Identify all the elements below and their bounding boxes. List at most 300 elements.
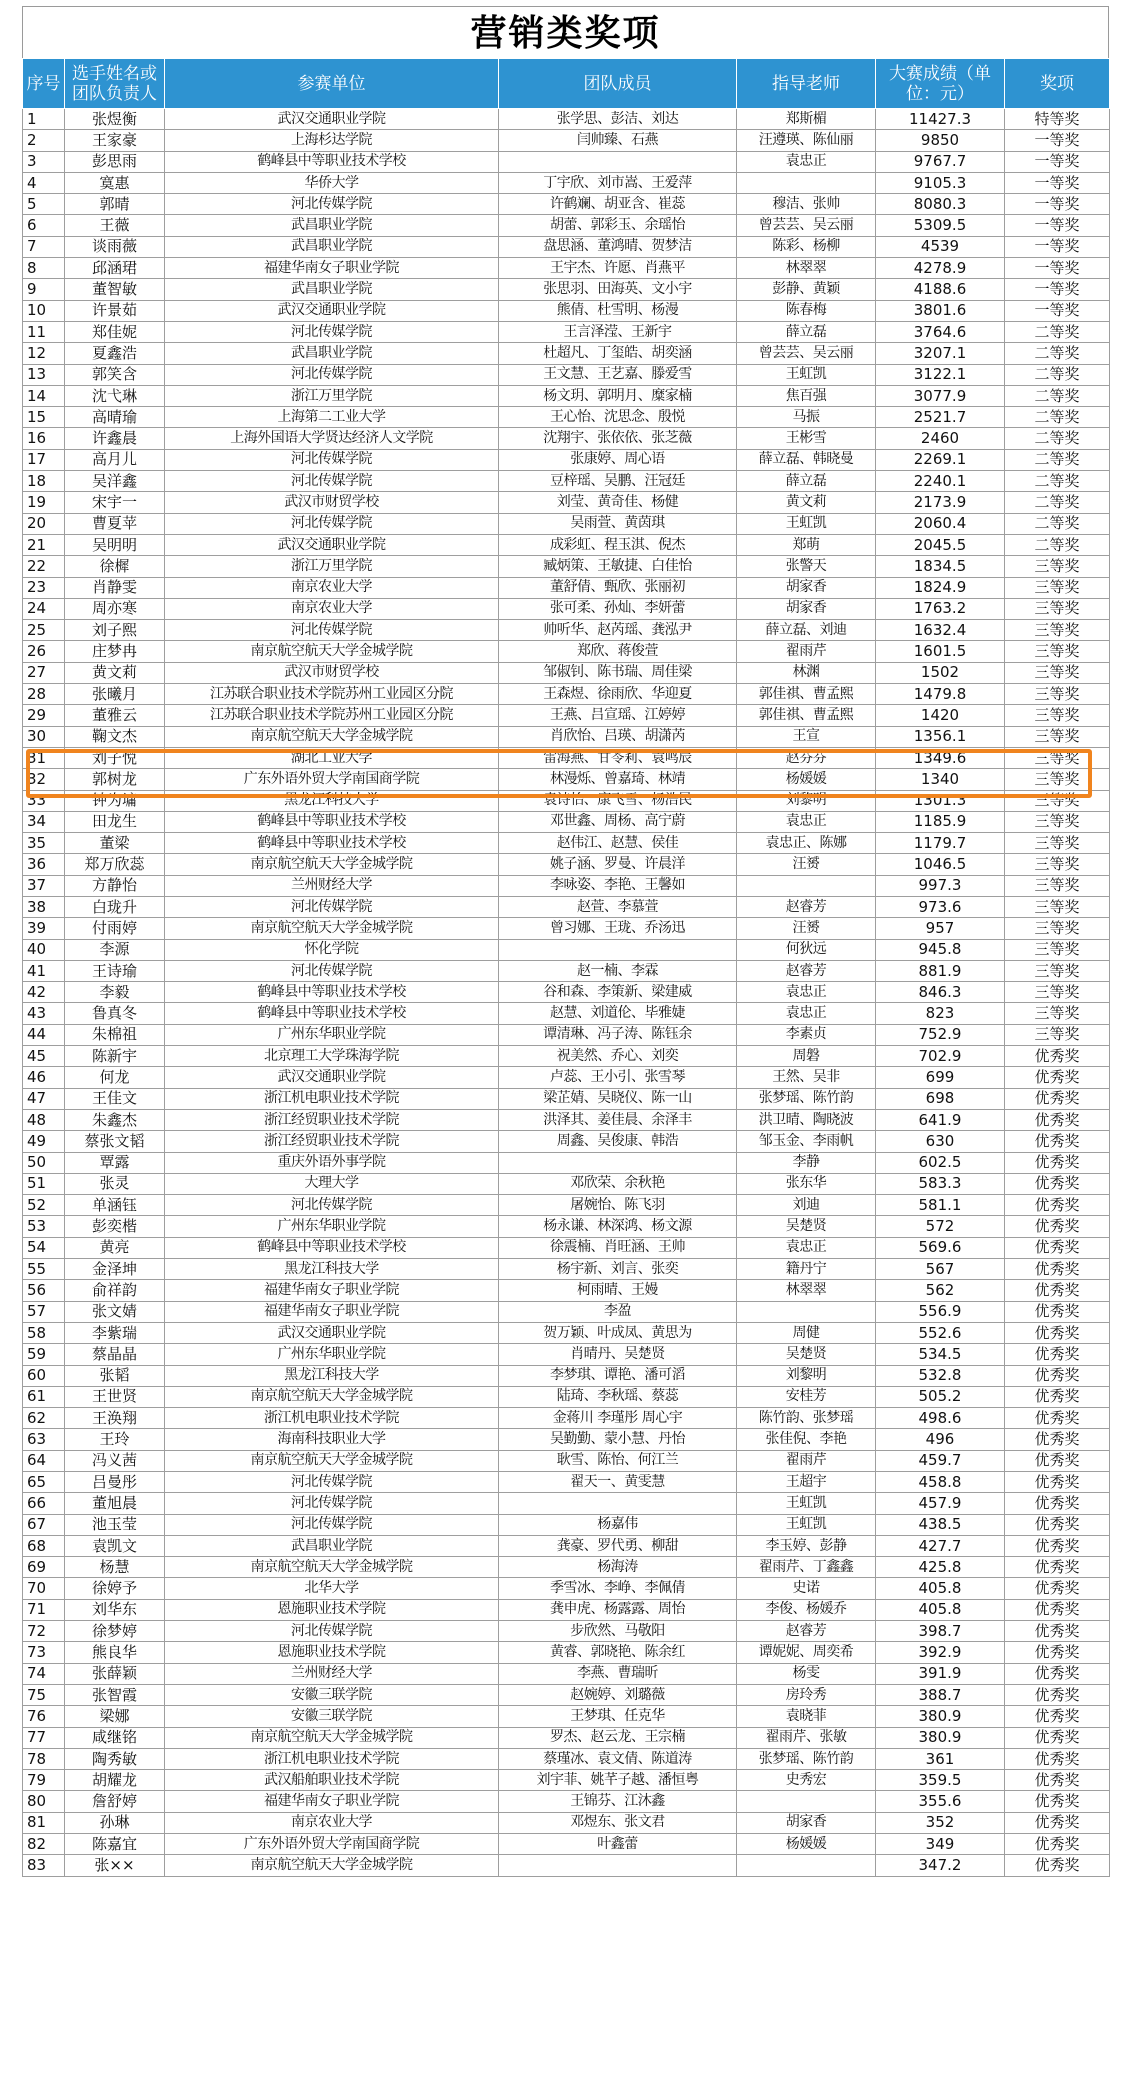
cell-seq: 19 <box>23 492 65 513</box>
cell-award: 三等奖 <box>1005 726 1110 747</box>
table-row <box>23 1642 1110 1663</box>
table-row <box>23 194 1110 215</box>
cell-tutor: 袁忠正 <box>737 811 876 832</box>
cell-seq: 6 <box>23 215 65 236</box>
cell-seq: 82 <box>23 1834 65 1855</box>
cell-award: 优秀奖 <box>1005 1535 1110 1556</box>
cell-seq: 2 <box>23 130 65 151</box>
cell-score: 2460 <box>876 428 1005 449</box>
cell-unit: 武昌职业学院 <box>165 343 499 364</box>
cell-score: 457.9 <box>876 1493 1005 1514</box>
cell-score: 352 <box>876 1812 1005 1833</box>
cell-leader: 吴洋鑫 <box>65 471 165 492</box>
cell-score: 496 <box>876 1429 1005 1450</box>
cell-seq: 15 <box>23 407 65 428</box>
cell-tutor: 汪赟 <box>737 918 876 939</box>
cell-score: 3207.1 <box>876 343 1005 364</box>
table-row <box>23 1812 1110 1833</box>
cell-tutor: 王彬雪 <box>737 428 876 449</box>
cell-score: 552.6 <box>876 1322 1005 1343</box>
cell-seq: 52 <box>23 1195 65 1216</box>
cell-tutor: 赵睿芳 <box>737 896 876 917</box>
cell-score: 641.9 <box>876 1109 1005 1130</box>
cell-seq: 40 <box>23 939 65 960</box>
table-row <box>23 1472 1110 1493</box>
cell-leader: 鞠文杰 <box>65 726 165 747</box>
cell-unit: 广东外语外贸大学南国商学院 <box>165 769 499 790</box>
cell-leader: 付雨婷 <box>65 918 165 939</box>
cell-unit: 南京航空航天大学金城学院 <box>165 854 499 875</box>
cell-leader: 王薇 <box>65 215 165 236</box>
cell-leader: 徐婷予 <box>65 1578 165 1599</box>
cell-score: 602.5 <box>876 1152 1005 1173</box>
cell-team: 王梦琪、任克华 <box>499 1706 737 1727</box>
cell-leader: 夏鑫浩 <box>65 343 165 364</box>
cell-tutor: 刘迪 <box>737 1195 876 1216</box>
cell-score: 9105.3 <box>876 172 1005 193</box>
cell-score: 699 <box>876 1067 1005 1088</box>
cell-leader: 彭奕楷 <box>65 1216 165 1237</box>
cell-seq: 58 <box>23 1322 65 1343</box>
cell-award: 三等奖 <box>1005 577 1110 598</box>
cell-award: 优秀奖 <box>1005 1386 1110 1407</box>
cell-team: 翟天一、黄雯慧 <box>499 1472 737 1493</box>
cell-unit: 河北传媒学院 <box>165 1195 499 1216</box>
cell-team: 杨文玥、郭明月、糜家楠 <box>499 385 737 406</box>
cell-seq: 18 <box>23 471 65 492</box>
cell-leader: 朱棉祖 <box>65 1024 165 1045</box>
table-row <box>23 1280 1110 1301</box>
table-row <box>23 1067 1110 1088</box>
cell-unit: 河北传媒学院 <box>165 1621 499 1642</box>
cell-leader: 宋宇一 <box>65 492 165 513</box>
cell-leader: 梁娜 <box>65 1706 165 1727</box>
cell-unit: 河北传媒学院 <box>165 1493 499 1514</box>
table-row <box>23 1131 1110 1152</box>
cell-team: 盘思涵、董鸿晴、贺梦洁 <box>499 236 737 257</box>
cell-team: 耿雪、陈怡、何江兰 <box>499 1450 737 1471</box>
cell-seq: 39 <box>23 918 65 939</box>
cell-unit: 福建华南女子职业学院 <box>165 258 499 279</box>
cell-leader: 谈雨薇 <box>65 236 165 257</box>
header-team: 团队成员 <box>499 59 737 109</box>
table-row <box>23 1408 1110 1429</box>
cell-unit: 南京农业大学 <box>165 598 499 619</box>
cell-team: 李燕、曹瑞昕 <box>499 1663 737 1684</box>
cell-award: 优秀奖 <box>1005 1472 1110 1493</box>
cell-award: 三等奖 <box>1005 896 1110 917</box>
cell-award: 三等奖 <box>1005 833 1110 854</box>
header-seq: 序号 <box>23 59 65 109</box>
cell-team: 步欣然、马敬阳 <box>499 1621 737 1642</box>
cell-score: 4278.9 <box>876 258 1005 279</box>
cell-team: 王文慧、王艺嘉、滕爱雪 <box>499 364 737 385</box>
cell-leader: 王家豪 <box>65 130 165 151</box>
cell-unit: 华侨大学 <box>165 172 499 193</box>
cell-team: 吴勤勤、蒙小慧、丹怡 <box>499 1429 737 1450</box>
table-row <box>23 641 1110 662</box>
cell-score: 1502 <box>876 662 1005 683</box>
cell-tutor: 李玉婷、彭静 <box>737 1535 876 1556</box>
cell-score: 3077.9 <box>876 385 1005 406</box>
cell-team: 周鑫、吴俊康、韩浩 <box>499 1131 737 1152</box>
cell-seq: 1 <box>23 109 65 130</box>
cell-score: 1601.5 <box>876 641 1005 662</box>
cell-seq: 26 <box>23 641 65 662</box>
cell-score: 392.9 <box>876 1642 1005 1663</box>
cell-award: 三等奖 <box>1005 875 1110 896</box>
cell-unit: 武汉交通职业学院 <box>165 109 499 130</box>
cell-tutor: 籍丹宁 <box>737 1259 876 1280</box>
cell-award: 优秀奖 <box>1005 1748 1110 1769</box>
cell-seq: 23 <box>23 577 65 598</box>
cell-team: 林漫烁、曾嘉琦、林靖 <box>499 769 737 790</box>
cell-leader: 董旭晨 <box>65 1493 165 1514</box>
cell-score: 380.9 <box>876 1727 1005 1748</box>
cell-tutor: 彭静、黄颖 <box>737 279 876 300</box>
cell-leader: 金泽坤 <box>65 1259 165 1280</box>
table-row <box>23 1834 1110 1855</box>
cell-team: 曾习娜、王珑、乔汤迅 <box>499 918 737 939</box>
cell-seq: 73 <box>23 1642 65 1663</box>
cell-tutor: 谭妮妮、周奕希 <box>737 1642 876 1663</box>
cell-tutor: 翟雨芹、张敏 <box>737 1727 876 1748</box>
cell-seq: 3 <box>23 151 65 172</box>
cell-unit: 河北传媒学院 <box>165 364 499 385</box>
cell-team <box>499 1855 737 1876</box>
bottom-fade <box>0 2081 1135 2093</box>
cell-award: 优秀奖 <box>1005 1642 1110 1663</box>
table-row <box>23 1344 1110 1365</box>
cell-award: 优秀奖 <box>1005 1557 1110 1578</box>
cell-seq: 8 <box>23 258 65 279</box>
cell-unit: 广州东华职业学院 <box>165 1024 499 1045</box>
cell-unit: 武汉交通职业学院 <box>165 300 499 321</box>
cell-tutor: 林翠翠 <box>737 1280 876 1301</box>
cell-award: 优秀奖 <box>1005 1727 1110 1748</box>
cell-team: 臧炳策、王敏捷、白佳怡 <box>499 556 737 577</box>
table-row <box>23 1088 1110 1109</box>
cell-seq: 22 <box>23 556 65 577</box>
cell-unit: 福建华南女子职业学院 <box>165 1280 499 1301</box>
cell-award: 三等奖 <box>1005 854 1110 875</box>
cell-award: 二等奖 <box>1005 364 1110 385</box>
cell-unit: 恩施职业技术学院 <box>165 1642 499 1663</box>
cell-score: 1632.4 <box>876 620 1005 641</box>
cell-seq: 20 <box>23 513 65 534</box>
cell-score: 427.7 <box>876 1535 1005 1556</box>
table-row <box>23 109 1110 130</box>
cell-award: 优秀奖 <box>1005 1855 1110 1876</box>
cell-leader: 刘子悦 <box>65 747 165 768</box>
cell-score: 562 <box>876 1280 1005 1301</box>
cell-seq: 25 <box>23 620 65 641</box>
cell-score: 3801.6 <box>876 300 1005 321</box>
cell-team: 刘莹、黄奇佳、杨健 <box>499 492 737 513</box>
cell-score: 498.6 <box>876 1408 1005 1429</box>
cell-score: 9767.7 <box>876 151 1005 172</box>
cell-score: 581.1 <box>876 1195 1005 1216</box>
table-row <box>23 1706 1110 1727</box>
cell-leader: 覃露 <box>65 1152 165 1173</box>
cell-team: 郑欣、蒋俊萱 <box>499 641 737 662</box>
cell-tutor: 安桂芳 <box>737 1386 876 1407</box>
cell-score: 1420 <box>876 705 1005 726</box>
cell-team: 雷海燕、甘苓莉、袁鸣辰 <box>499 747 737 768</box>
cell-seq: 81 <box>23 1812 65 1833</box>
cell-seq: 61 <box>23 1386 65 1407</box>
cell-score: 355.6 <box>876 1791 1005 1812</box>
cell-unit: 上海外国语大学贤达经济人文学院 <box>165 428 499 449</box>
cell-unit: 广州东华职业学院 <box>165 1344 499 1365</box>
cell-leader: 俞祥韵 <box>65 1280 165 1301</box>
cell-team: 赵萱、李慕萱 <box>499 896 737 917</box>
cell-award: 优秀奖 <box>1005 1365 1110 1386</box>
cell-unit: 南京航空航天大学金城学院 <box>165 918 499 939</box>
cell-score: 361 <box>876 1748 1005 1769</box>
cell-team: 沈翔宇、张依依、张芝薇 <box>499 428 737 449</box>
cell-award: 三等奖 <box>1005 598 1110 619</box>
cell-leader: 王佳文 <box>65 1088 165 1109</box>
cell-award: 优秀奖 <box>1005 1259 1110 1280</box>
cell-leader: 何龙 <box>65 1067 165 1088</box>
cell-leader: 田龙生 <box>65 811 165 832</box>
table-row <box>23 1514 1110 1535</box>
cell-leader: 白珑升 <box>65 896 165 917</box>
cell-unit: 鹤峰县中等职业技术学校 <box>165 982 499 1003</box>
cell-award: 三等奖 <box>1005 556 1110 577</box>
cell-tutor <box>737 1791 876 1812</box>
cell-award: 优秀奖 <box>1005 1322 1110 1343</box>
table-row <box>23 1748 1110 1769</box>
cell-tutor: 郭佳祺、曹孟熙 <box>737 705 876 726</box>
table-row <box>23 1003 1110 1024</box>
cell-seq: 78 <box>23 1748 65 1769</box>
cell-seq: 28 <box>23 684 65 705</box>
cell-team: 徐震楠、肖旺涵、王帅 <box>499 1237 737 1258</box>
cell-unit: 上海杉达学院 <box>165 130 499 151</box>
cell-leader: 张曦月 <box>65 684 165 705</box>
cell-seq: 45 <box>23 1046 65 1067</box>
cell-award: 三等奖 <box>1005 939 1110 960</box>
cell-team: 王锦芬、江沐鑫 <box>499 1791 737 1812</box>
cell-tutor: 王然、吴非 <box>737 1067 876 1088</box>
cell-seq: 9 <box>23 279 65 300</box>
cell-score: 398.7 <box>876 1621 1005 1642</box>
cell-team: 王燕、吕宣瑶、江婷婷 <box>499 705 737 726</box>
cell-award: 三等奖 <box>1005 918 1110 939</box>
cell-tutor: 李俊、杨媛乔 <box>737 1599 876 1620</box>
cell-unit: 兰州财经大学 <box>165 875 499 896</box>
cell-tutor: 洪卫晴、陶晓波 <box>737 1109 876 1130</box>
table-row <box>23 236 1110 257</box>
table-row <box>23 769 1110 790</box>
cell-unit: 浙江经贸职业技术学院 <box>165 1131 499 1152</box>
table-row <box>23 1259 1110 1280</box>
cell-leader: 郑佳妮 <box>65 321 165 342</box>
cell-score: 380.9 <box>876 1706 1005 1727</box>
cell-leader: 吕曼彤 <box>65 1472 165 1493</box>
cell-tutor: 王虹凯 <box>737 513 876 534</box>
cell-score: 347.2 <box>876 1855 1005 1876</box>
cell-score: 2060.4 <box>876 513 1005 534</box>
cell-score: 505.2 <box>876 1386 1005 1407</box>
cell-unit: 河北传媒学院 <box>165 620 499 641</box>
cell-tutor: 郑萌 <box>737 534 876 555</box>
table-row <box>23 577 1110 598</box>
cell-leader: 王诗瑜 <box>65 960 165 981</box>
cell-seq: 74 <box>23 1663 65 1684</box>
cell-tutor: 林翠翠 <box>737 258 876 279</box>
cell-seq: 60 <box>23 1365 65 1386</box>
cell-award: 特等奖 <box>1005 109 1110 130</box>
table-row <box>23 1770 1110 1791</box>
cell-team <box>499 939 737 960</box>
cell-team: 张康婷、周心语 <box>499 449 737 470</box>
cell-unit: 武昌职业学院 <box>165 1535 499 1556</box>
table-row <box>23 1621 1110 1642</box>
cell-seq: 10 <box>23 300 65 321</box>
cell-tutor: 薛立磊、刘迪 <box>737 620 876 641</box>
cell-leader: 王涣翔 <box>65 1408 165 1429</box>
cell-tutor: 张东华 <box>737 1173 876 1194</box>
cell-tutor <box>737 1855 876 1876</box>
cell-score: 881.9 <box>876 960 1005 981</box>
cell-score: 388.7 <box>876 1684 1005 1705</box>
cell-score: 846.3 <box>876 982 1005 1003</box>
table-row <box>23 492 1110 513</box>
cell-unit: 武昌职业学院 <box>165 215 499 236</box>
cell-seq: 16 <box>23 428 65 449</box>
cell-tutor <box>737 1301 876 1322</box>
cell-tutor: 薛立磊 <box>737 321 876 342</box>
cell-seq: 13 <box>23 364 65 385</box>
cell-tutor: 焦百强 <box>737 385 876 406</box>
cell-tutor: 史诺 <box>737 1578 876 1599</box>
cell-seq: 76 <box>23 1706 65 1727</box>
cell-award: 优秀奖 <box>1005 1237 1110 1258</box>
cell-tutor: 陈彩、杨柳 <box>737 236 876 257</box>
cell-award: 二等奖 <box>1005 321 1110 342</box>
cell-tutor: 杨媛媛 <box>737 1834 876 1855</box>
cell-score: 438.5 <box>876 1514 1005 1535</box>
cell-leader: 肖静雯 <box>65 577 165 598</box>
cell-seq: 54 <box>23 1237 65 1258</box>
cell-leader: 许景茹 <box>65 300 165 321</box>
cell-tutor: 吴楚贤 <box>737 1344 876 1365</box>
table-row <box>23 939 1110 960</box>
cell-unit: 江苏联合职业技术学院苏州工业园区分院 <box>165 705 499 726</box>
table-row <box>23 1791 1110 1812</box>
cell-tutor: 王虹凯 <box>737 1514 876 1535</box>
cell-unit: 北华大学 <box>165 1578 499 1599</box>
table-row <box>23 534 1110 555</box>
cell-leader: 孙琳 <box>65 1812 165 1833</box>
cell-leader: 王世贤 <box>65 1386 165 1407</box>
cell-team: 丁宇欣、刘市嵩、王爱萍 <box>499 172 737 193</box>
cell-unit: 浙江机电职业技术学院 <box>165 1408 499 1429</box>
cell-award: 优秀奖 <box>1005 1301 1110 1322</box>
table-row <box>23 1173 1110 1194</box>
cell-unit: 河北传媒学院 <box>165 449 499 470</box>
cell-leader: 董雅云 <box>65 705 165 726</box>
cell-score: 3122.1 <box>876 364 1005 385</box>
table-row <box>23 705 1110 726</box>
cell-seq: 36 <box>23 854 65 875</box>
cell-award: 优秀奖 <box>1005 1408 1110 1429</box>
cell-seq: 53 <box>23 1216 65 1237</box>
cell-team: 龚申虎、杨露露、周怡 <box>499 1599 737 1620</box>
cell-leader: 朱鑫杰 <box>65 1109 165 1130</box>
cell-score: 391.9 <box>876 1663 1005 1684</box>
cell-award: 二等奖 <box>1005 449 1110 470</box>
cell-unit: 河北传媒学院 <box>165 1472 499 1493</box>
cell-unit: 河北传媒学院 <box>165 194 499 215</box>
page-title: 营销类奖项 <box>22 6 1109 58</box>
cell-seq: 46 <box>23 1067 65 1088</box>
cell-award: 二等奖 <box>1005 428 1110 449</box>
cell-unit: 北京理工大学珠海学院 <box>165 1046 499 1067</box>
cell-leader: 郑万欣蕊 <box>65 854 165 875</box>
cell-seq: 49 <box>23 1131 65 1152</box>
table-row <box>23 662 1110 683</box>
cell-unit: 鹤峰县中等职业技术学校 <box>165 151 499 172</box>
cell-tutor: 王虹凯 <box>737 364 876 385</box>
cell-tutor: 吴楚贤 <box>737 1216 876 1237</box>
cell-leader: 陈嘉宜 <box>65 1834 165 1855</box>
table-body <box>23 109 1110 1877</box>
cell-award: 二等奖 <box>1005 385 1110 406</box>
cell-tutor: 袁忠正 <box>737 1003 876 1024</box>
table-row <box>23 790 1110 811</box>
cell-tutor: 王超宇 <box>737 1472 876 1493</box>
cell-score: 458.8 <box>876 1472 1005 1493</box>
cell-score: 405.8 <box>876 1599 1005 1620</box>
cell-seq: 56 <box>23 1280 65 1301</box>
cell-team: 杨嘉伟 <box>499 1514 737 1535</box>
cell-unit: 浙江经贸职业技术学院 <box>165 1109 499 1130</box>
cell-leader: 彭思雨 <box>65 151 165 172</box>
cell-award: 优秀奖 <box>1005 1067 1110 1088</box>
cell-seq: 64 <box>23 1450 65 1471</box>
cell-unit: 武汉交通职业学院 <box>165 1322 499 1343</box>
cell-team: 谷和森、李策新、梁建威 <box>499 982 737 1003</box>
table-row <box>23 684 1110 705</box>
cell-score: 569.6 <box>876 1237 1005 1258</box>
cell-award: 优秀奖 <box>1005 1280 1110 1301</box>
cell-leader: 方静怡 <box>65 875 165 896</box>
cell-tutor: 汪遵瑛、陈仙丽 <box>737 130 876 151</box>
cell-unit: 南京航空航天大学金城学院 <box>165 1557 499 1578</box>
cell-tutor: 杨雯 <box>737 1663 876 1684</box>
cell-unit: 大理大学 <box>165 1173 499 1194</box>
cell-unit: 武汉船舶职业技术学院 <box>165 1770 499 1791</box>
table-row <box>23 258 1110 279</box>
cell-award: 三等奖 <box>1005 620 1110 641</box>
cell-seq: 30 <box>23 726 65 747</box>
cell-score: 1301.3 <box>876 790 1005 811</box>
cell-leader: 张灵 <box>65 1173 165 1194</box>
cell-seq: 32 <box>23 769 65 790</box>
cell-award: 一等奖 <box>1005 300 1110 321</box>
cell-tutor: 邹玉金、李雨帆 <box>737 1131 876 1152</box>
cell-tutor: 史秀宏 <box>737 1770 876 1791</box>
table-row <box>23 598 1110 619</box>
table-row <box>23 172 1110 193</box>
cell-score: 5309.5 <box>876 215 1005 236</box>
header-unit: 参赛单位 <box>165 59 499 109</box>
cell-unit: 重庆外语外事学院 <box>165 1152 499 1173</box>
